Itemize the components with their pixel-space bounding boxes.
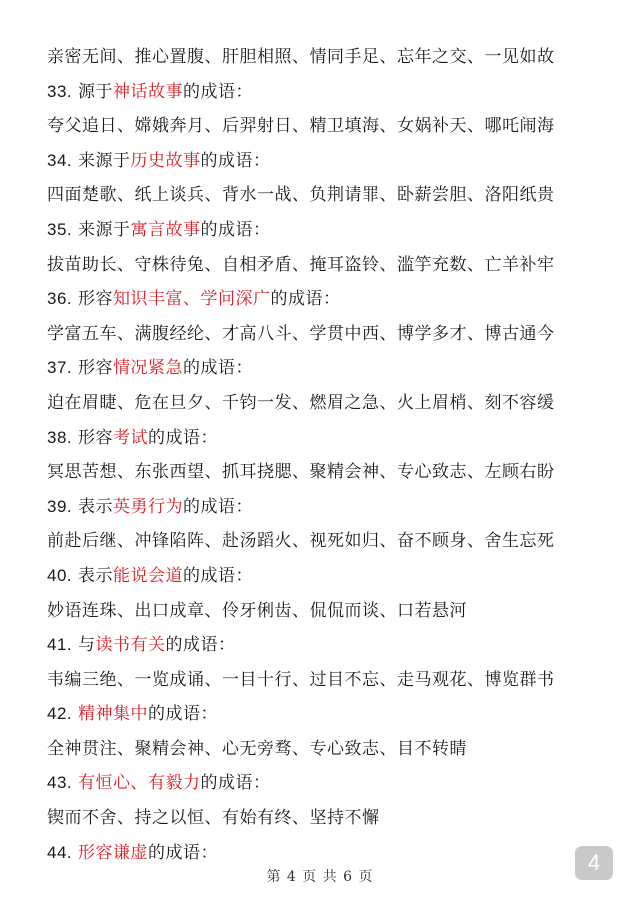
heading-highlight: 神话故事 bbox=[113, 81, 184, 102]
heading-highlight: 知识丰富、学问深广 bbox=[113, 289, 271, 310]
section-heading bbox=[47, 75, 607, 110]
heading-suffix: 的成语： bbox=[148, 704, 219, 725]
section-heading bbox=[47, 490, 607, 525]
heading-suffix: 的成语： bbox=[148, 842, 219, 863]
section-number: 38. bbox=[47, 427, 73, 447]
idiom-line: 妙语连珠、出口成章、伶牙俐齿、侃侃而谈、口若悬河 bbox=[47, 600, 467, 621]
idiom-line: 亲密无间、推心置腹、肝胆相照、情同手足、忘年之交、一见如故 bbox=[47, 47, 555, 67]
section-number: 40. bbox=[47, 565, 73, 585]
idiom-line: 夸父追日、嫦娥奔月、后羿射日、精卫填海、女娲补天、哪吒闹海 bbox=[47, 116, 555, 137]
section-number: 37. bbox=[47, 358, 73, 378]
section-number: 42. bbox=[47, 704, 73, 724]
heading-highlight: 能说会道 bbox=[113, 565, 184, 586]
heading-prefix: 表示 bbox=[78, 496, 114, 517]
heading-highlight: 有恒心、有毅力 bbox=[78, 773, 201, 794]
section-heading bbox=[47, 144, 607, 179]
heading-suffix: 的成语： bbox=[183, 81, 254, 102]
heading-highlight: 英勇行为 bbox=[113, 496, 184, 517]
section-heading bbox=[47, 213, 607, 248]
heading-suffix: 的成语： bbox=[183, 358, 254, 379]
idiom-line: 锲而不舍、持之以恒、有始有终、坚持不懈 bbox=[47, 808, 380, 829]
heading-suffix: 的成语： bbox=[183, 496, 254, 517]
heading-highlight: 历史故事 bbox=[130, 150, 201, 171]
page-number-badge: 4 bbox=[575, 846, 613, 880]
section-heading bbox=[47, 628, 607, 663]
idiom-line: 前赴后继、冲锋陷阵、赴汤蹈火、视死如归、奋不顾身、舍生忘死 bbox=[47, 531, 555, 552]
section-heading bbox=[47, 421, 607, 456]
idiom-line: 学富五车、满腹经纶、才高八斗、学贯中西、博学多才、博古通今 bbox=[47, 323, 555, 344]
idiom-line: 四面楚歌、纸上谈兵、背水一战、负荆请罪、卧薪尝胆、洛阳纸贵 bbox=[47, 185, 555, 206]
section-number: 33. bbox=[47, 81, 73, 101]
heading-prefix: 形容 bbox=[78, 427, 114, 448]
heading-suffix: 的成语： bbox=[270, 289, 341, 310]
heading-suffix: 的成语： bbox=[200, 150, 271, 171]
heading-prefix: 与 bbox=[78, 635, 96, 656]
heading-highlight: 情况紧急 bbox=[113, 358, 184, 379]
section-number: 35. bbox=[47, 219, 73, 239]
heading-suffix: 的成语： bbox=[200, 219, 271, 240]
section-number: 41. bbox=[47, 635, 73, 655]
section-number: 43. bbox=[47, 773, 73, 793]
section-number: 44. bbox=[47, 842, 73, 862]
heading-prefix: 形容 bbox=[78, 358, 114, 379]
heading-highlight: 寓言故事 bbox=[130, 219, 201, 240]
heading-highlight: 精神集中 bbox=[78, 704, 149, 725]
heading-prefix: 来源于 bbox=[78, 150, 131, 171]
heading-highlight: 读书有关 bbox=[95, 635, 166, 656]
section-heading bbox=[47, 282, 607, 317]
heading-prefix: 形容 bbox=[78, 289, 114, 310]
heading-prefix: 来源于 bbox=[78, 219, 131, 240]
idiom-line: 迫在眉睫、危在旦夕、千钧一发、燃眉之急、火上眉梢、刻不容缓 bbox=[47, 392, 555, 413]
heading-suffix: 的成语： bbox=[148, 427, 219, 448]
section-heading bbox=[47, 351, 607, 386]
idiom-line: 全神贯注、聚精会神、心无旁骛、专心致志、目不转睛 bbox=[47, 738, 467, 759]
section-heading bbox=[47, 766, 607, 801]
section-heading bbox=[47, 697, 607, 732]
heading-prefix: 源于 bbox=[78, 81, 114, 102]
idiom-line: 韦编三绝、一览成诵、一目十行、过目不忘、走马观花、博览群书 bbox=[47, 669, 555, 690]
heading-highlight: 形容谦虚 bbox=[78, 842, 149, 863]
section-number: 36. bbox=[47, 289, 73, 309]
document-body bbox=[47, 40, 607, 870]
heading-suffix: 的成语： bbox=[165, 635, 236, 656]
section-number: 34. bbox=[47, 150, 73, 170]
section-number: 39. bbox=[47, 496, 73, 516]
heading-highlight: 考试 bbox=[113, 427, 149, 448]
page-footer: 第 4 页 共 6 页 bbox=[266, 869, 374, 885]
heading-suffix: 的成语： bbox=[200, 773, 271, 794]
heading-suffix: 的成语： bbox=[183, 565, 254, 586]
section-heading bbox=[47, 559, 607, 594]
idiom-line: 拔苗助长、守株待兔、自相矛盾、掩耳盗铃、滥竽充数、亡羊补牢 bbox=[47, 254, 555, 275]
idiom-line: 冥思苦想、东张西望、抓耳挠腮、聚精会神、专心致志、左顾右盼 bbox=[47, 462, 555, 483]
heading-prefix: 表示 bbox=[78, 565, 114, 586]
